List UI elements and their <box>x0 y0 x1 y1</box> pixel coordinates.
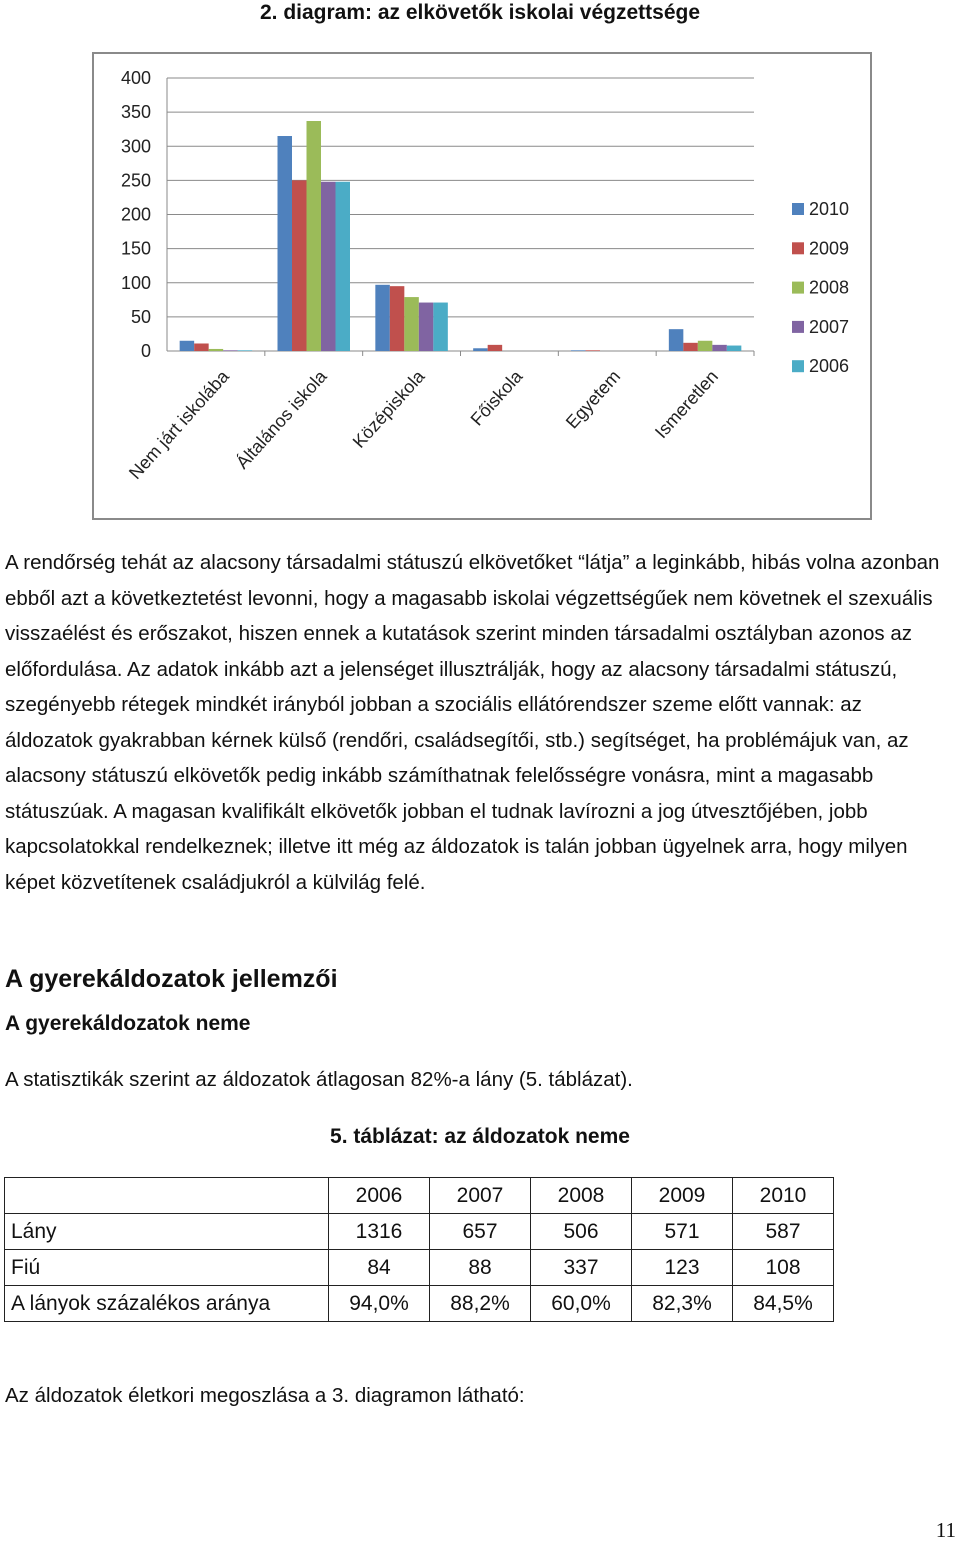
x-category-label: Nem járt iskolába <box>124 366 233 484</box>
bar <box>712 345 727 351</box>
table-header-cell: 2010 <box>733 1178 834 1214</box>
bar <box>180 341 195 351</box>
bar <box>390 286 405 351</box>
table-cell: 337 <box>531 1250 632 1286</box>
table-header-cell: 2007 <box>430 1178 531 1214</box>
bar <box>433 303 448 351</box>
legend-swatch <box>792 360 804 372</box>
x-category-label: Általános iskola <box>232 366 331 473</box>
table-cell: 571 <box>632 1214 733 1250</box>
table-header-cell: 2008 <box>531 1178 632 1214</box>
x-category-label: Középiskola <box>348 366 429 452</box>
table-row-label: Fiú <box>5 1250 329 1286</box>
bar <box>278 136 293 351</box>
bar-chart-svg <box>94 54 870 518</box>
table-cell: 60,0% <box>531 1286 632 1322</box>
table-row-label: A lányok százalékos aránya <box>5 1286 329 1322</box>
table-cell: 108 <box>733 1250 834 1286</box>
table-cell: 82,3% <box>632 1286 733 1322</box>
victim-gender-table <box>4 1177 834 1322</box>
bar <box>404 297 419 351</box>
y-tick-label: 300 <box>120 136 151 157</box>
section-heading: A gyerekáldozatok jellemzői <box>5 965 338 993</box>
table-cell: 123 <box>632 1250 733 1286</box>
legend-label: 2007 <box>809 316 850 337</box>
age-distribution-paragraph: Az áldozatok életkori megoszlása a 3. diagramon látható: <box>5 1384 525 1407</box>
table-row <box>5 1286 834 1322</box>
bar <box>669 329 684 351</box>
table-row-label: Lány <box>5 1214 329 1250</box>
table-header-cell: 2006 <box>329 1178 430 1214</box>
bar <box>586 350 601 351</box>
bar <box>419 303 434 351</box>
bar <box>727 346 742 351</box>
bar <box>683 343 698 351</box>
table-row <box>5 1250 834 1286</box>
legend-label: 2006 <box>809 356 850 377</box>
bar <box>336 182 351 351</box>
table-cell: 84,5% <box>733 1286 834 1322</box>
statistics-paragraph: A statisztikák szerint az áldozatok átlagosan 82%-a lány (5. táblázat). <box>5 1068 633 1091</box>
bar <box>194 343 209 351</box>
bar <box>223 350 238 351</box>
table-row <box>5 1214 834 1250</box>
bar <box>488 345 503 351</box>
table-header-row <box>5 1178 834 1214</box>
bar <box>375 285 390 351</box>
table-cell: 84 <box>329 1250 430 1286</box>
legend-swatch <box>792 242 804 254</box>
legend-swatch <box>792 321 804 333</box>
table-cell: 587 <box>733 1214 834 1250</box>
x-category-label: Főiskola <box>466 366 527 430</box>
y-tick-label: 250 <box>120 170 151 191</box>
table-cell: 94,0% <box>329 1286 430 1322</box>
y-tick-label: 50 <box>130 306 151 327</box>
table-cell: 657 <box>430 1214 531 1250</box>
table-cell: 506 <box>531 1214 632 1250</box>
table-cell: 88 <box>430 1250 531 1286</box>
bar <box>238 350 253 351</box>
legend-swatch <box>792 203 804 215</box>
x-category-label: Egyetem <box>561 366 625 433</box>
y-tick-label: 400 <box>120 68 151 88</box>
legend-label: 2009 <box>809 238 850 259</box>
chart-caption: 2. diagram: az elkövetők iskolai végzettsége <box>259 1 700 24</box>
y-tick-label: 0 <box>140 341 151 361</box>
bar <box>307 121 322 351</box>
subsection-heading: A gyerekáldozatok neme <box>5 1012 251 1035</box>
y-tick-label: 350 <box>120 102 151 123</box>
bar <box>292 180 307 351</box>
bar <box>473 348 488 351</box>
legend-label: 2010 <box>809 199 850 219</box>
y-tick-label: 200 <box>120 204 151 225</box>
table-caption: 5. táblázat: az áldozatok neme <box>330 1125 630 1148</box>
bar <box>321 182 336 351</box>
body-paragraph: A rendőrség tehát az alacsony társadalmi státuszú elkövetőket “látja” a leginkább, hibás volna azonban ebből azt a következtetést levonni, hogy a magasabb iskolai végzettségűek nem követnek el szexuális visszaélést és erőszakot, hiszen ennek a kutatások szerint minden társadalmi osztályban azonos az előfordulása. Az adatok inkább azt a jelenséget illusztrálják, hogy az alacsony társadalmi státuszú, szegényebb rétegek mindkét irányból jobban a szociális ellátórendszer szeme előtt vannak: az áldozatok gyakrabban kérnek külső (rendőri, családsegítői, stb.) segítséget, ha problémájuk van, az alacsony státuszú elkövetők pedig inkább számíthatnak felelősségre vonásra, mint a magasabb státuszúak. A magasan kvalifikált elkövetők jobban el tudnak lavírozni a jog útvesztőjében, jobb kapcsolatokkal rendelkeznek; illetve itt még az áldozatok is talán jobban ügyelnek arra, hogy milyen képet közvetítenek családjukról a külvilág felé. <box>5 551 940 894</box>
y-tick-label: 100 <box>120 272 151 293</box>
bar <box>698 341 713 351</box>
bar-chart <box>92 52 872 520</box>
legend-label: 2008 <box>809 277 850 298</box>
table-header-cell <box>5 1178 329 1214</box>
y-tick-label: 150 <box>120 238 151 259</box>
bar <box>209 349 224 351</box>
bar <box>571 350 586 351</box>
legend-swatch <box>792 282 804 294</box>
table-cell: 88,2% <box>430 1286 531 1322</box>
x-category-label: Ismeretlen <box>650 366 723 443</box>
page-number: 11 <box>935 1518 956 1542</box>
table-cell: 1316 <box>329 1214 430 1250</box>
table-header-cell: 2009 <box>632 1178 733 1214</box>
